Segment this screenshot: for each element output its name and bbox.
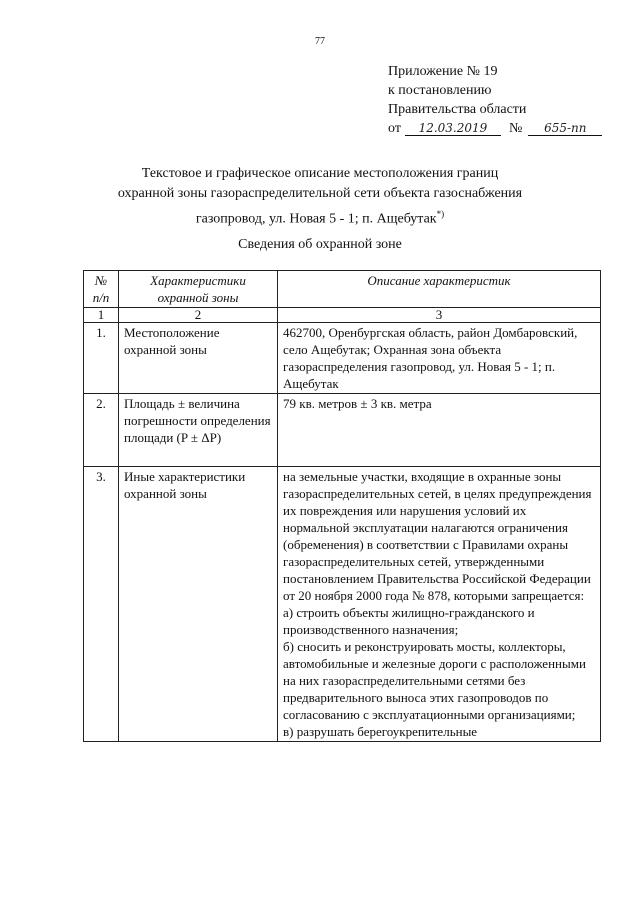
row-number: 1. (84, 323, 119, 394)
description-item-a: а) строить объекты жилищно-гражданского и производственного назначения; (283, 605, 535, 637)
numbering-cell: 1 (84, 308, 119, 323)
table-numbering-row (84, 308, 601, 323)
footnote-mark: *) (436, 209, 445, 219)
row-description (278, 467, 601, 742)
number-label: № (508, 121, 523, 136)
protection-zone-table (83, 270, 601, 742)
handwritten-number: 655-пп (528, 121, 602, 136)
table-row (84, 394, 601, 467)
handwritten-date: 12.03.2019 (405, 121, 501, 136)
row-description: 462700, Оренбургская область, район Домбаровский, село Ащебутак; Охранная зона объекта газораспределения газопровод, ул. Новая 5 - 1; п. Ащебутак (278, 323, 601, 394)
numbering-cell: 2 (119, 308, 278, 323)
row-number: 2. (84, 394, 119, 467)
description-item-b: б) сносить и реконструировать мосты, коллекторы, автомобильные и железные дороги с расположенными на них газораспределительными сетями без предварительного выноса этих газопроводов по согласованию с эксплуатационными организациями; (283, 639, 586, 722)
header-description: Описание характеристик (278, 271, 601, 308)
table-header-row (84, 271, 601, 308)
appendix-line-4 (388, 119, 602, 138)
appendix-line-2: к постановлению (388, 83, 492, 98)
title-line-2: охранной зоны газораспределительной сети объекта газоснабжения (117, 186, 523, 201)
table-row (84, 467, 601, 742)
appendix-line-3: Правительства области (388, 102, 527, 117)
title-line-3 (0, 204, 640, 230)
numbering-cell: 3 (278, 308, 601, 323)
header-number: № п/п (84, 271, 119, 308)
section-subtitle: Сведения об охранной зоне (238, 237, 402, 252)
title-line-1: Текстовое и графическое описание местоположения границ (141, 166, 499, 181)
page-number: 77 (315, 36, 325, 47)
row-characteristic: Площадь ± величина погрешности определения площади (P ± ΔP) (119, 394, 278, 467)
from-label: от (388, 121, 401, 136)
description-item-c: в) разрушать берегоукрепительные (283, 724, 478, 739)
appendix-line-1: Приложение № 19 (388, 64, 498, 79)
description-paragraph: на земельные участки, входящие в охранные зоны газораспределительных сетей, в целях предупреждения их повреждения или нарушения условий их нормальной эксплуатации налагаются ограничения (обременения) в соответствии с Правилами охраны газораспределительных сетей, утвержденными постановлением Правительства Российской Федерации от 20 ноября 2000 года № 878, которыми запрещается: (283, 469, 592, 603)
row-characteristic: Иные характеристики охранной зоны (119, 467, 278, 742)
document-title (0, 164, 640, 230)
title-line-3-text: газопровод, ул. Новая 5 - 1; п. Ащебутак (195, 211, 437, 227)
header-characteristics: Характеристики охранной зоны (119, 271, 278, 308)
appendix-block (388, 62, 602, 138)
row-number: 3. (84, 467, 119, 742)
row-characteristic: Местоположение охранной зоны (119, 323, 278, 394)
row-description: 79 кв. метров ± 3 кв. метра (278, 394, 601, 467)
table-row (84, 323, 601, 394)
